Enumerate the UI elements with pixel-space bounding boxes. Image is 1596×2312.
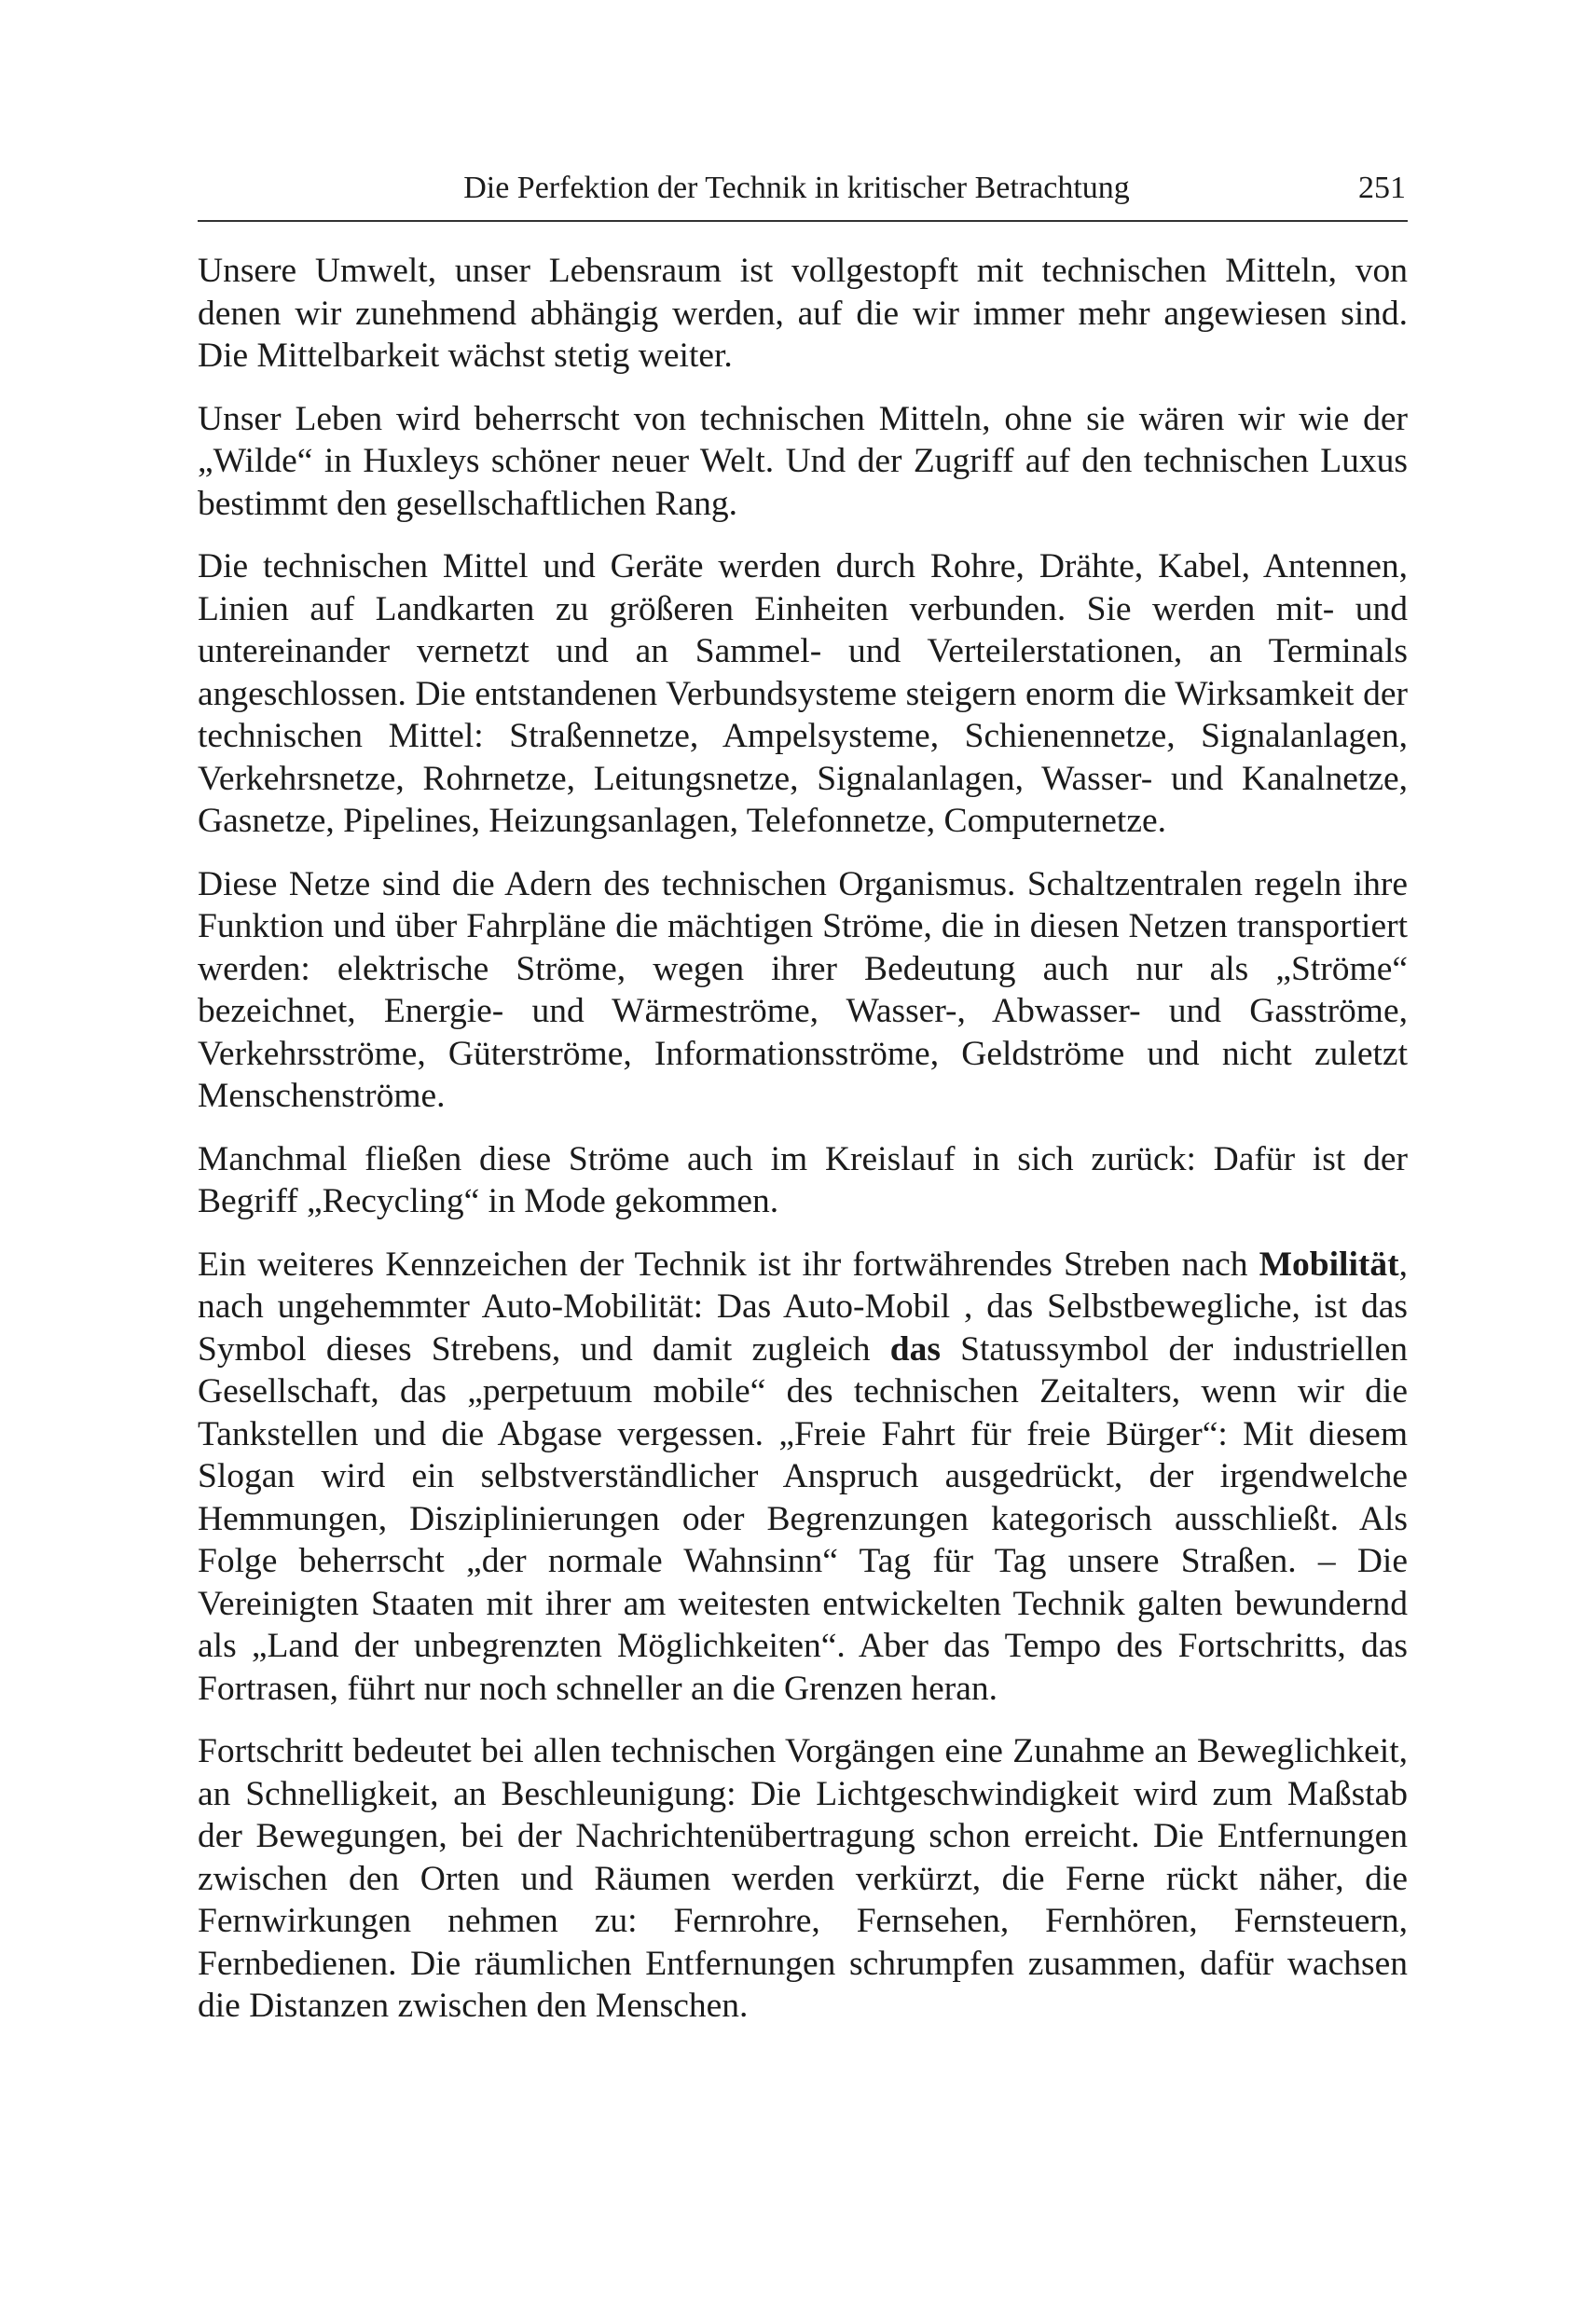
paragraph: Unser Leben wird beherrscht von technischen Mitteln, ohne sie wären wir wie der „Wilde“ in Huxleys schöner neuer Welt. Und der Zugriff auf den technischen Luxus bestimmt den gesellschaftlichen Rang. bbox=[198, 399, 1408, 523]
paragraph: Fortschritt bedeutet bei allen technischen Vorgängen eine Zunahme an Beweglichkeit, an Schnelligkeit, an Beschleunigung: Die Lichtgeschwindigkeit wird zum Maßstab der Bewegungen, bei der Nachrichtenübertragung schon erreicht. Die Entfernungen zwischen den Orten und Räumen werden verkürzt, die Ferne rückt näher, die Fernwirkungen nehmen zu: Fernrohre, Fernsehen, Fernhören, Fernsteuern, Fernbedienen. Die räumlichen Entfernungen schrumpfen zusammen, dafür wachsen die Distanzen zwischen den Menschen. bbox=[198, 1732, 1408, 2025]
page-number: 251 bbox=[1358, 171, 1406, 205]
bold-term-das: das bbox=[889, 1329, 941, 1369]
body-text bbox=[198, 250, 1408, 2028]
text-run: , nach ungehemmter Auto-Mobilität: Das Auto-Mobil , das Selbstbewegliche, ist das Symbol dieses Strebens, und damit zugleich bbox=[198, 1245, 1408, 1369]
bold-term-mobility: Mobilität bbox=[1259, 1245, 1399, 1284]
paragraph-mobility bbox=[198, 1244, 1408, 1711]
running-title: Die Perfektion der Technik in kritischer Betrachtung bbox=[463, 171, 1130, 205]
paragraph: Unsere Umwelt, unser Lebensraum ist vollgestopft mit technischen Mitteln, von denen wir zunehmend abhängig werden, auf die wir immer mehr angewiesen sind. Die Mittelbarkeit wächst stetig weiter. bbox=[198, 252, 1408, 375]
text-run: Statussymbol der industriellen Gesellschaft, das „perpetuum mobile“ des technischen Zeitalters, wenn wir die Tankstellen und die Abgase vergessen. „Freie Fahrt für freie Bürger“: Mit diesem Slogan wird ein selbstverständlicher Anspruch ausgedrückt, der irgendwelche Hemmungen, Disziplinierungen oder Begrenzungen kategorisch ausschließt. Als Folge beherrscht „der normale Wahnsinn“ Tag für Tag unsere Straßen. – Die Vereinigten Staaten mit ihrer am weitesten entwickelten Technik galten bewundernd als „Land der unbegrenzten Möglichkeiten“. Aber das Tempo des Fortschritts, das Fortrasen, führt nur noch schneller an die Grenzen heran. bbox=[198, 1329, 1408, 1708]
text-run: Ein weiteres Kennzeichen der Technik ist ihr fortwährendes Streben nach bbox=[198, 1245, 1259, 1284]
paragraph: Manchmal fließen diese Ströme auch im Kreislauf in sich zurück: Dafür ist der Begriff „Recycling“ in Mode gekommen. bbox=[198, 1139, 1408, 1220]
running-header bbox=[198, 168, 1408, 222]
book-page bbox=[198, 168, 1408, 2028]
paragraph: Diese Netze sind die Adern des technischen Organismus. Schaltzentralen regeln ihre Funktion und über Fahrpläne die mächtigen Ströme, die in diesen Netzen transportiert werden: elektrische Ströme, wegen ihrer Bedeutung auch nur als „Ströme“ bezeichnet, Energie- und Wärmeströme, Wasser-, Abwasser- und Gasströme, Verkehrsströme, Güterströme, Informationsströme, Geldströme und nicht zuletzt Menschenströme. bbox=[198, 864, 1408, 1115]
paragraph: Die technischen Mittel und Geräte werden durch Rohre, Drähte, Kabel, Antennen, Linien auf Landkarten zu größeren Einheiten verbunden. Sie werden mit- und untereinander vernetzt und an Sammel- und Verteilerstationen, an Terminals angeschlossen. Die entstandenen Verbundsysteme steigern enorm die Wirksamkeit der technischen Mittel: Straßennetze, Ampelsysteme, Schienennetze, Signalanlagen, Verkehrsnetze, Rohrnetze, Leitungsnetze, Signalanlagen, Wasser- und Kanalnetze, Gasnetze, Pipelines, Heizungsanlagen, Telefonnetze, Computernetze. bbox=[198, 547, 1408, 840]
